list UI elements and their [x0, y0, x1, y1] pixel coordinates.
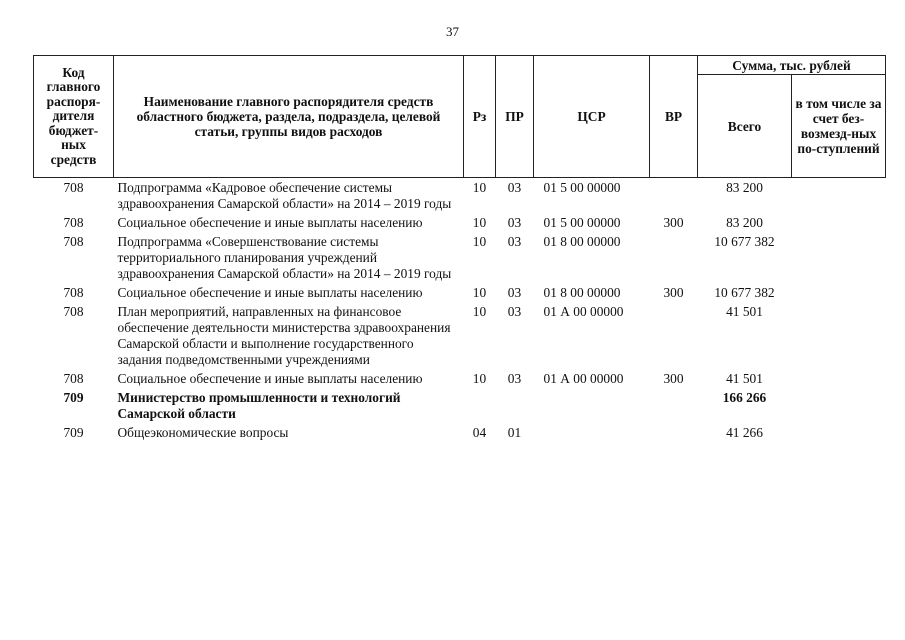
cell-code: 708: [63, 285, 84, 300]
cell-total: 83 200: [726, 180, 763, 195]
header-total: Всего: [698, 75, 792, 178]
page-number: 37: [446, 24, 459, 39]
cell-incl: [792, 423, 886, 442]
table-row: [34, 388, 886, 423]
cell-csr: [534, 388, 650, 423]
cell-rz: 10: [472, 285, 487, 300]
cell-name: Общеэкономические вопросы: [117, 425, 289, 440]
cell-csr: 01 8 00 00000: [543, 234, 621, 249]
cell-total: 83 200: [726, 215, 763, 230]
cell-pr: 03: [507, 234, 522, 249]
cell-pr: 03: [507, 285, 522, 300]
cell-name: Подпрограмма «Совершенствование системы территориального планирования учреждений здравоохранения Самарской области» на 2014 – 2019 годы: [117, 234, 452, 281]
cell-csr: 01 8 00 00000: [543, 285, 621, 300]
table-row: [34, 423, 886, 442]
cell-pr: 03: [507, 371, 522, 386]
cell-code: 708: [63, 234, 84, 249]
header-incl: в том числе за счет без-возмезд-ных по-ступлений: [792, 75, 886, 178]
table-row: [34, 178, 886, 214]
cell-pr: 03: [507, 304, 522, 319]
cell-total: 10 677 382: [714, 234, 775, 249]
table-row: [34, 302, 886, 369]
header-name: Наименование главного распорядителя средств областного бюджета, раздела, подраздела, целевой статьи, группы видов расходов: [114, 56, 464, 178]
cell-incl: [792, 302, 886, 369]
cell-vr: [650, 423, 698, 442]
cell-incl: [792, 283, 886, 302]
cell-total: 166 266: [722, 390, 767, 405]
header-sum: Сумма, тыс. рублей: [698, 56, 886, 75]
cell-csr: 01 А 00 00000: [543, 371, 624, 386]
cell-incl: [792, 388, 886, 423]
cell-code: 708: [63, 180, 84, 195]
cell-total: 41 266: [726, 425, 763, 440]
cell-csr: 01 А 00 00000: [543, 304, 624, 319]
cell-total: 41 501: [726, 371, 763, 386]
header-vr: ВР: [650, 56, 698, 178]
cell-vr: [650, 302, 698, 369]
cell-incl: [792, 178, 886, 214]
cell-code: 709: [63, 425, 84, 440]
table-row: [34, 283, 886, 302]
cell-rz: 10: [472, 234, 487, 249]
cell-name: Социальное обеспечение и иные выплаты населению: [117, 285, 423, 300]
cell-rz: 10: [472, 180, 487, 195]
cell-name: Социальное обеспечение и иные выплаты населению: [117, 215, 423, 230]
cell-name: Социальное обеспечение и иные выплаты населению: [117, 371, 423, 386]
header-code: Код главного распоря-дителя бюджет-ных средств: [34, 56, 114, 178]
table-row: [34, 232, 886, 283]
cell-vr: [650, 232, 698, 283]
budget-table: [33, 55, 886, 442]
cell-code: 708: [63, 215, 84, 230]
cell-name: Министерство промышленности и технологий Самарской области: [117, 390, 401, 421]
cell-code: 708: [63, 304, 84, 319]
header-pr: ПР: [496, 56, 534, 178]
cell-name: Подпрограмма «Кадровое обеспечение системы здравоохранения Самарской области» на 2014 – 2019 годы: [117, 180, 452, 211]
cell-incl: [792, 213, 886, 232]
cell-pr: [496, 388, 534, 423]
table-header: [34, 56, 886, 178]
cell-rz: 10: [472, 304, 487, 319]
cell-vr: 300: [663, 285, 684, 300]
table-body: [34, 178, 886, 443]
cell-pr: 03: [507, 180, 522, 195]
cell-vr: 300: [663, 215, 684, 230]
cell-incl: [792, 369, 886, 388]
cell-vr: 300: [663, 371, 684, 386]
cell-total: 41 501: [726, 304, 763, 319]
cell-total: 10 677 382: [714, 285, 775, 300]
cell-code: 708: [63, 371, 84, 386]
cell-code: 709: [63, 390, 84, 405]
cell-pr: 03: [507, 215, 522, 230]
cell-incl: [792, 232, 886, 283]
cell-csr: 01 5 00 00000: [543, 215, 621, 230]
cell-csr: [534, 423, 650, 442]
cell-vr: [650, 178, 698, 214]
table-row: [34, 369, 886, 388]
cell-rz: [464, 388, 496, 423]
cell-vr: [650, 388, 698, 423]
header-csr: ЦСР: [534, 56, 650, 178]
cell-pr: 01: [507, 425, 522, 440]
table-row: [34, 213, 886, 232]
cell-rz: 10: [472, 371, 487, 386]
cell-csr: 01 5 00 00000: [543, 180, 621, 195]
cell-name: План мероприятий, направленных на финансовое обеспечение деятельности министерства здравоохранения Самарской области и выполнение государственного задания подведомственными учреждениями: [117, 304, 451, 367]
header-rz: Рз: [464, 56, 496, 178]
cell-rz: 10: [472, 215, 487, 230]
cell-rz: 04: [472, 425, 487, 440]
